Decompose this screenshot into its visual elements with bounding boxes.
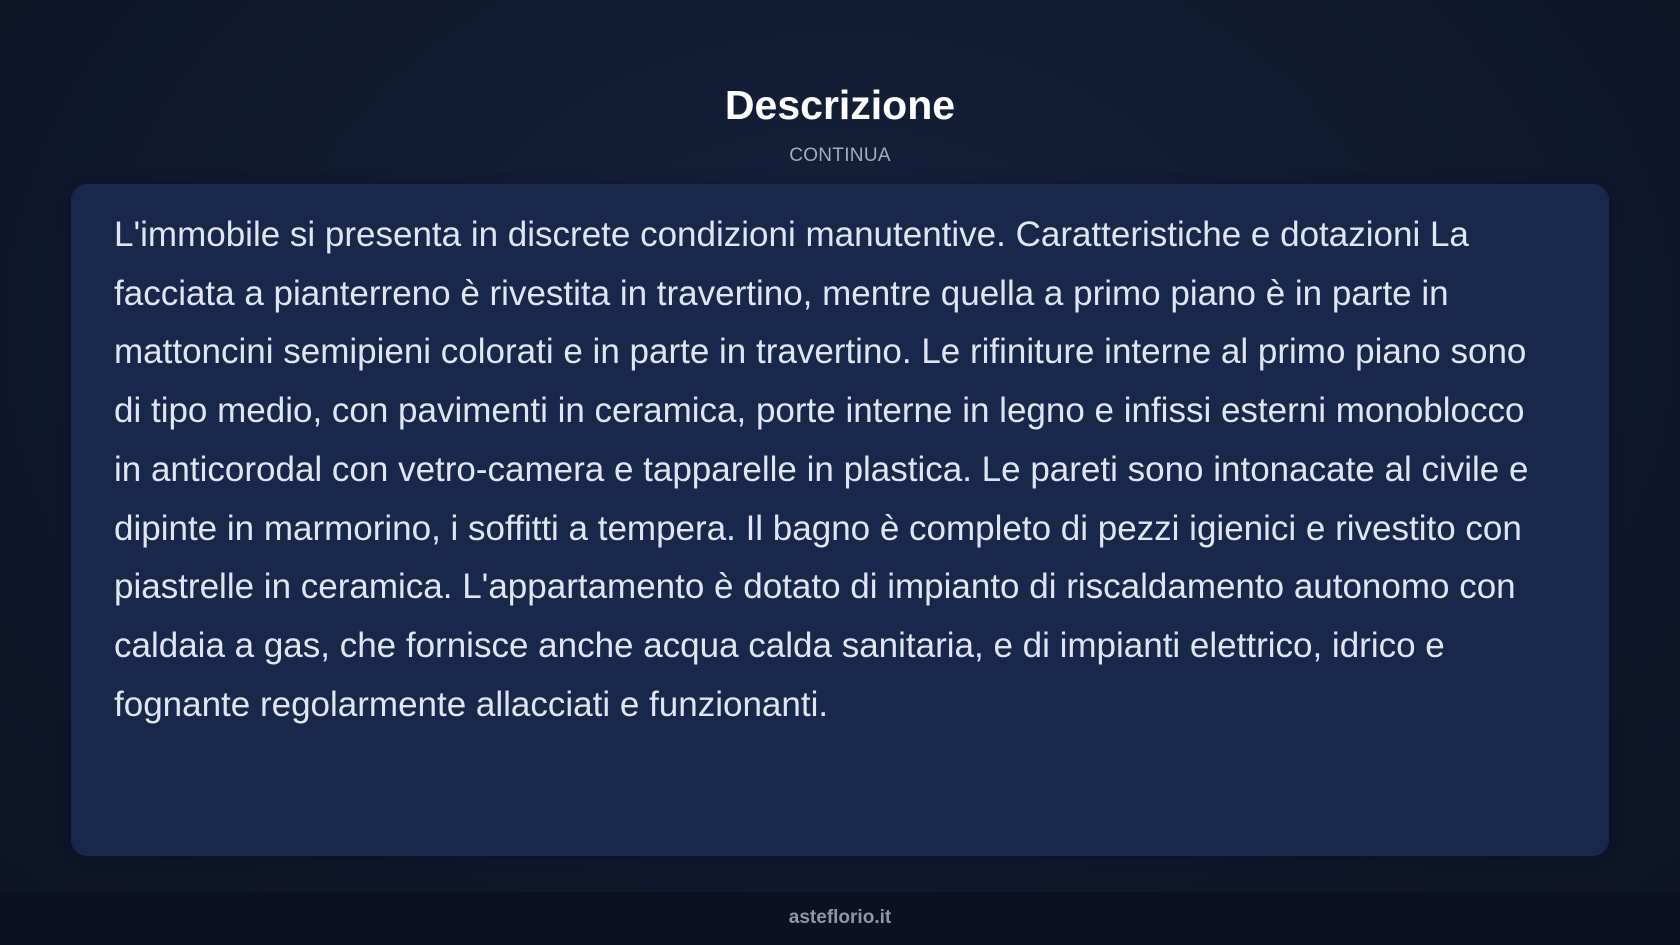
page-title: Descrizione — [724, 82, 956, 128]
description-text: L'immobile si presenta in discrete condizioni manutentive. Caratteristiche e dotazioni La facciata a pianterreno è rivestita in travertino, mentre quella a primo piano è in parte in mattoncini semipieni colorati e in parte in travertino. Le rifiniture interne al primo piano sono di tipo medio, con pavimenti in ceramica, porte interne in legno e infissi esterni monoblocco in anticorodal con vetro-camera e tapparelle in plastica. Le pareti sono intonacate al civile e dipinte in marmorino, i soffitti a tempera. Il bagno è completo di pezzi igienici e rivestito con piastrelle in ceramica. L'appartamento è dotato di impianto di riscaldamento autonomo con caldaia a gas, che fornisce anche acqua calda sanitaria, e di impianti elettrico, idrico e fognante regolarmente allacciati e funzionanti. — [114, 215, 1529, 724]
footer-site-label: asteflorio.it — [788, 907, 892, 928]
page-subtitle: CONTINUA — [789, 145, 891, 166]
footer-bar — [0, 892, 1680, 945]
